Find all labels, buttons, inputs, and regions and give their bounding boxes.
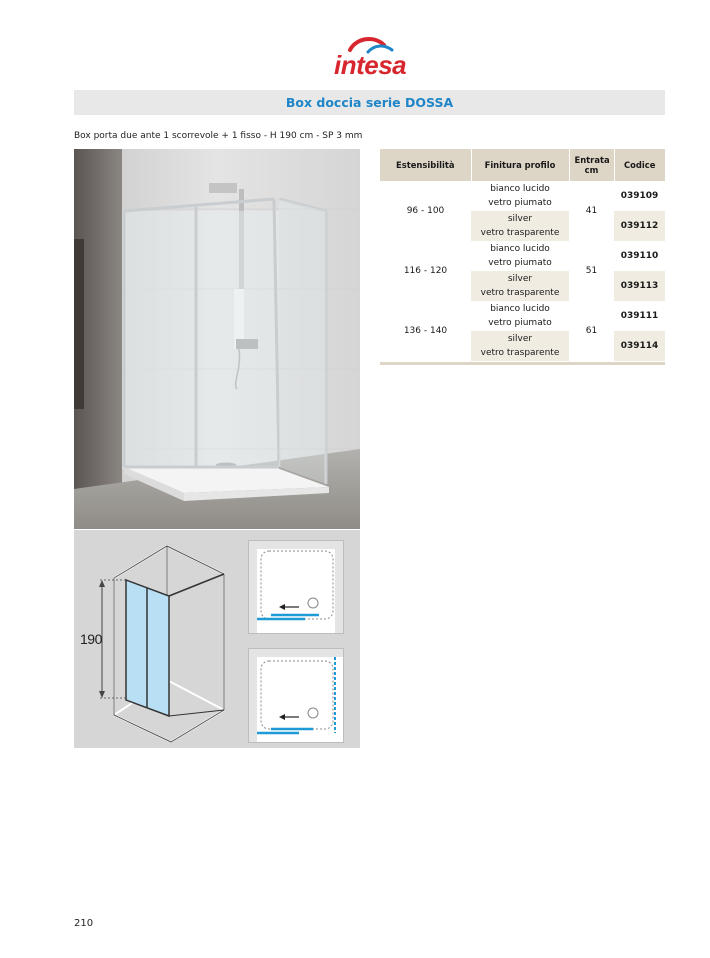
finish-line-2: vetro trasparente xyxy=(480,228,560,238)
cell-finish xyxy=(471,301,569,331)
finish-line-2: vetro piumato xyxy=(488,318,552,328)
cell-code: 039113 xyxy=(614,271,665,301)
cell-finish xyxy=(471,331,569,361)
product-subtitle: Box porta due ante 1 scorrevole + 1 fisso - H 190 cm - SP 3 mm xyxy=(74,131,363,141)
page-title: Box doccia serie DOSSA xyxy=(285,95,454,110)
cell-extensibility: 96 - 100 xyxy=(380,181,471,241)
finish-line-2: vetro trasparente xyxy=(480,348,560,358)
product-photo xyxy=(74,149,360,529)
table-bottom-rule xyxy=(380,362,665,365)
cell-entry: 41 xyxy=(569,181,614,241)
finish-line-1: silver xyxy=(507,334,533,344)
table-header-row xyxy=(380,149,665,181)
cell-code: 039112 xyxy=(614,211,665,241)
table-row xyxy=(380,241,665,271)
col-header-finish: Finitura profilo xyxy=(471,149,569,181)
floor-plan-1 xyxy=(248,540,344,634)
finish-line-2: vetro piumato xyxy=(488,198,552,208)
cell-code: 039110 xyxy=(614,241,665,271)
spec-table xyxy=(380,149,665,361)
height-dimension-label: 190 xyxy=(80,631,102,647)
cell-code: 039114 xyxy=(614,331,665,361)
brand-name: intesa xyxy=(334,50,407,80)
cell-extensibility: 136 - 140 xyxy=(380,301,471,361)
finish-line-1: silver xyxy=(507,214,533,224)
col-header-extensibility: Estensibilità xyxy=(380,149,471,181)
finish-line-1: bianco lucido xyxy=(490,304,550,314)
table-row xyxy=(380,301,665,331)
col-header-code: Codice xyxy=(614,149,665,181)
finish-line-2: vetro trasparente xyxy=(480,288,560,298)
cell-code: 039111 xyxy=(614,301,665,331)
cell-extensibility: 116 - 120 xyxy=(380,241,471,301)
cell-finish xyxy=(471,241,569,271)
title-bar xyxy=(74,90,665,115)
col-header-entry-text: Entrata cm xyxy=(574,155,610,175)
cell-finish xyxy=(471,271,569,301)
floor-plan-2 xyxy=(248,648,344,743)
page-number: 210 xyxy=(74,918,94,929)
finish-line-2: vetro piumato xyxy=(488,258,552,268)
finish-line-1: bianco lucido xyxy=(490,244,550,254)
cell-entry: 51 xyxy=(569,241,614,301)
col-header-entry xyxy=(569,149,614,181)
cell-code: 039109 xyxy=(614,181,665,211)
cell-entry: 61 xyxy=(569,301,614,361)
cell-finish xyxy=(471,181,569,211)
finish-line-1: silver xyxy=(507,274,533,284)
finish-line-1: bianco lucido xyxy=(490,184,550,194)
brand-logo xyxy=(330,36,412,82)
cell-finish xyxy=(471,211,569,241)
table-row xyxy=(380,181,665,211)
